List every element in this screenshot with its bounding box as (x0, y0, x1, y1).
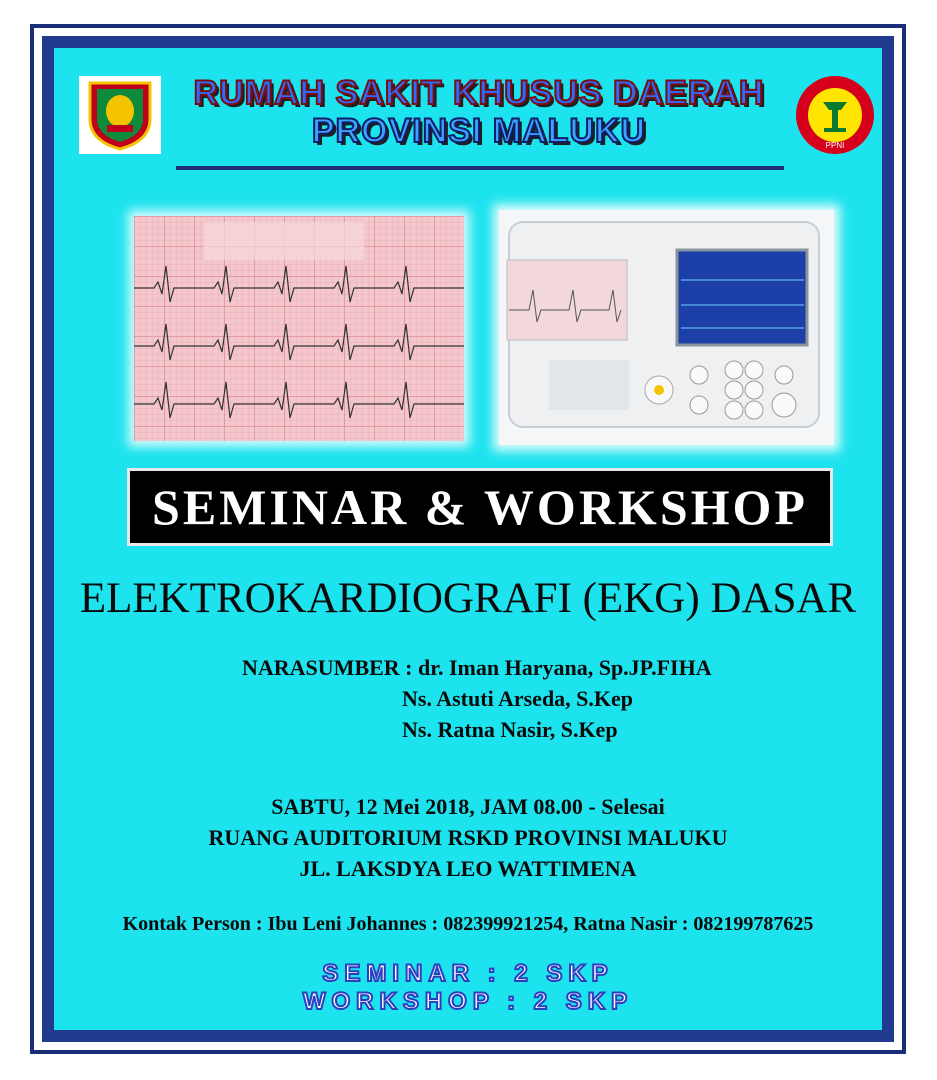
event-date-time: SABTU, 12 Mei 2018, JAM 08.00 - Selesai (271, 794, 665, 819)
event-venue: RUANG AUDITORIUM RSKD PROVINSI MALUKU (208, 825, 728, 850)
hospital-title-line1: RUMAH SAKIT KHUSUS DAERAH (193, 74, 765, 112)
event-subtitle: ELEKTROKARDIOGRAFI (EKG) DASAR (79, 575, 857, 622)
speaker-2: Ns. Astuti Arseda, S.Kep (402, 686, 634, 711)
speakers-block (242, 652, 742, 745)
poster-background (54, 48, 882, 1030)
province-emblem-logo (79, 76, 161, 154)
seminar-credits: SEMINAR : 2 SKP (322, 960, 614, 987)
event-address: JL. LAKSDYA LEO WATTIMENA (299, 856, 637, 881)
poster (42, 36, 894, 1042)
ecg-machine-photo (499, 210, 834, 445)
event-info (54, 791, 882, 884)
ppni-logo-text: PPNI (825, 141, 845, 150)
credits-block (54, 960, 882, 1016)
ppni-logo (794, 74, 876, 156)
hospital-title (159, 74, 799, 150)
hospital-title-line2: PROVINSI MALUKU (311, 112, 647, 150)
header-divider (176, 166, 784, 170)
workshop-credits: WORKSHOP : 2 SKP (302, 988, 634, 1015)
speaker-1: NARASUMBER : dr. Iman Haryana, Sp.JP.FIHA (242, 655, 712, 680)
title-banner (127, 468, 833, 546)
contact-person: Kontak Person : Ibu Leni Johannes : 082399921254, Ratna Nasir : 082199787625 (122, 913, 814, 935)
banner-title: SEMINAR & WORKSHOP (152, 479, 808, 535)
speaker-3: Ns. Ratna Nasir, S.Kep (402, 717, 618, 742)
ecg-strip-photo (134, 216, 464, 441)
